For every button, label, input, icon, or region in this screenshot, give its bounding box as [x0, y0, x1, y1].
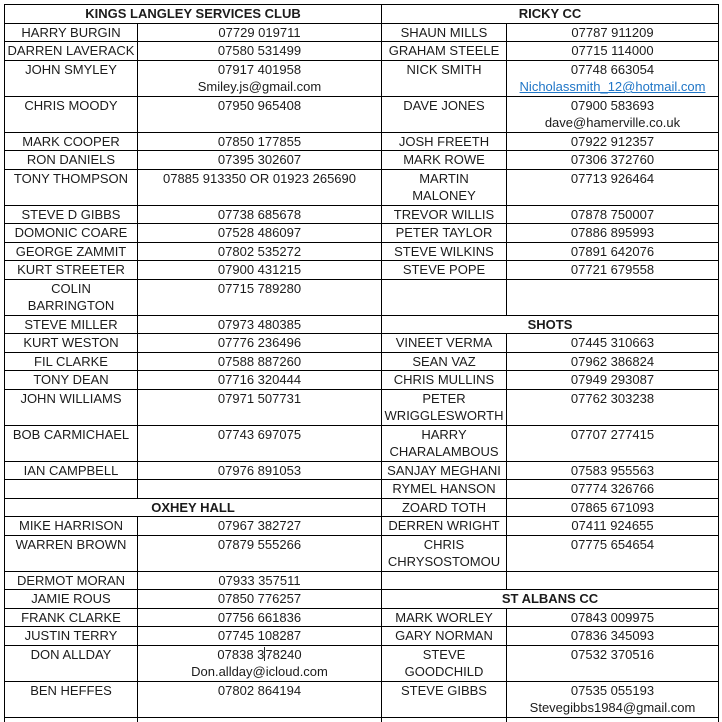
table-row: [5, 608, 719, 627]
phone-cell[interactable]: [507, 352, 719, 371]
table-row: [5, 96, 719, 132]
phone-number: 07715 114000: [571, 43, 654, 58]
table-row: [5, 590, 719, 609]
phone-number: 07962 386824: [570, 353, 655, 369]
phone-cell[interactable]: [138, 627, 382, 646]
member-name: GRAHAM STEELE: [388, 43, 500, 58]
table-row: [5, 717, 719, 722]
empty-cell[interactable]: [5, 480, 138, 499]
phone-number: 07879 555266: [217, 536, 302, 552]
empty-cell[interactable]: [382, 571, 507, 590]
phone-number: 07917 401958: [217, 61, 302, 77]
member-name-cell[interactable]: [5, 425, 138, 461]
member-name-cell[interactable]: [5, 681, 138, 717]
member-name: MARTIN: [419, 170, 469, 186]
member-name: COLIN: [51, 280, 91, 296]
table-row: [5, 224, 719, 243]
phone-number: 07971 507731: [217, 390, 302, 406]
phone-cell[interactable]: [507, 96, 719, 132]
phone-number: 07583 955563: [570, 462, 655, 478]
member-name: IAN CAMPBELL: [23, 462, 119, 478]
member-name-cell[interactable]: [5, 571, 138, 590]
member-name-cell[interactable]: [5, 389, 138, 425]
phone-cell[interactable]: [138, 681, 382, 717]
phone-number: [138, 646, 381, 664]
member-name: WARREN BROWN: [15, 536, 127, 552]
member-name: JOSH FREETH: [398, 133, 490, 149]
contacts-table: [4, 4, 719, 722]
table-row: [5, 627, 719, 646]
phone-number: 07891 642076: [570, 243, 655, 259]
member-name: GARY NORMAN: [395, 628, 493, 643]
table-row: [5, 60, 719, 96]
member-name: BEN HEFFES: [30, 682, 112, 698]
member-name: SEAN VAZ: [412, 353, 476, 369]
phone-number: 07411 924655: [571, 518, 654, 533]
phone-cell[interactable]: [507, 151, 719, 170]
club-header-cell[interactable]: [5, 5, 382, 24]
member-name-cell[interactable]: [5, 334, 138, 353]
member-name-cell[interactable]: [382, 23, 507, 42]
member-name-cell[interactable]: [382, 96, 507, 132]
member-name: KURT WESTON: [23, 335, 119, 350]
table-row: [5, 371, 719, 390]
table-row: [5, 535, 719, 571]
phone-cell[interactable]: [138, 371, 382, 390]
phone-cell[interactable]: [138, 42, 382, 61]
member-name: RON DANIELS: [26, 152, 116, 167]
email: Don.allday@icloud.com: [191, 664, 328, 679]
phone-cell[interactable]: [507, 681, 719, 717]
member-name-cell[interactable]: [5, 352, 138, 371]
empty-cell[interactable]: [5, 717, 138, 722]
phone-cell[interactable]: [138, 517, 382, 536]
member-name: TONY THOMPSON: [13, 170, 129, 186]
phone-number: 07535 055193: [570, 682, 655, 698]
table-row: [5, 645, 719, 681]
club-header-cell[interactable]: [382, 315, 719, 334]
phone-number: 07729 019711: [218, 24, 301, 40]
phone-number: 07885 913350 OR 01923 265690: [162, 170, 356, 186]
member-name-cell[interactable]: [382, 681, 507, 717]
phone-cell[interactable]: [138, 224, 382, 243]
phone-cell[interactable]: [507, 371, 719, 390]
club-name: ST ALBANS CC: [501, 591, 599, 606]
phone-cell[interactable]: [507, 261, 719, 280]
phone-cell[interactable]: [507, 461, 719, 480]
phone-cell[interactable]: [507, 42, 719, 61]
member-name: FIL CLARKE: [34, 353, 108, 369]
phone-cell[interactable]: [507, 517, 719, 536]
empty-cell[interactable]: [138, 480, 382, 499]
member-name: STEVE GIBBS: [401, 682, 487, 698]
club-name: SHOTS: [527, 316, 573, 332]
phone-number: 07933 357511: [218, 572, 301, 588]
phone-number: 07743 697075: [217, 426, 302, 442]
member-name-cell[interactable]: [5, 42, 138, 61]
member-name-cell[interactable]: [382, 261, 507, 280]
member-name-cell[interactable]: [382, 352, 507, 371]
table-row: [5, 23, 719, 42]
member-name-cell[interactable]: [5, 608, 138, 627]
member-name: GOODCHILD: [404, 664, 484, 679]
table-row: [5, 151, 719, 170]
member-name: CHRIS: [423, 536, 465, 552]
phone-number: 07836 345093: [570, 628, 655, 643]
member-name-cell[interactable]: [382, 517, 507, 536]
phone-cell[interactable]: [138, 205, 382, 224]
phone-number: 07707 277415: [570, 426, 655, 442]
member-name: PETER TAYLOR: [395, 225, 493, 240]
member-name-cell[interactable]: [5, 23, 138, 42]
member-name: DAVE JONES: [403, 97, 485, 113]
member-name: HARRY: [421, 426, 467, 442]
member-name-cell[interactable]: [382, 480, 507, 499]
phone-number: 07900 583693: [570, 97, 655, 113]
phone-cell[interactable]: [138, 96, 382, 132]
empty-cell[interactable]: [507, 279, 719, 315]
table-row: [5, 334, 719, 353]
member-name-cell[interactable]: [382, 334, 507, 353]
phone-cell[interactable]: [507, 205, 719, 224]
club-name: KINGS LANGLEY SERVICES CLUB: [85, 6, 301, 21]
club-header-cell[interactable]: [5, 498, 382, 517]
member-name-cell[interactable]: [5, 96, 138, 132]
member-name-cell[interactable]: [382, 608, 507, 627]
member-name: TONY DEAN: [33, 372, 109, 387]
phone-cell[interactable]: [138, 132, 382, 151]
member-name-cell[interactable]: [382, 169, 507, 205]
member-name: BOB CARMICHAEL: [12, 426, 130, 442]
member-name-cell[interactable]: [5, 132, 138, 151]
phone-cell[interactable]: [138, 242, 382, 261]
member-name-cell[interactable]: [382, 60, 507, 96]
empty-cell[interactable]: [138, 717, 382, 722]
phone-number: 07922 912357: [570, 133, 655, 149]
member-name: CHRIS MOODY: [24, 97, 118, 113]
member-name-cell[interactable]: [382, 205, 507, 224]
table-row: [5, 261, 719, 280]
phone-number: 07865 671093: [570, 499, 655, 515]
email: dave@hamerville.co.uk: [544, 115, 681, 130]
table-row: [5, 517, 719, 536]
member-name-cell[interactable]: [382, 242, 507, 261]
phone-cell[interactable]: [138, 169, 382, 205]
member-name: SANJAY MEGHANI: [387, 462, 501, 478]
club-name: OXHEY HALL: [151, 499, 235, 515]
table-row: [5, 480, 719, 499]
contacts-table-body: [5, 5, 719, 722]
member-name: CHARALAMBOUS: [389, 444, 499, 459]
member-name: BARRINGTON: [27, 298, 115, 313]
phone-number-segment: 07838 3: [217, 646, 265, 662]
phone-cell[interactable]: [138, 60, 382, 96]
member-name-cell[interactable]: [5, 151, 138, 170]
phone-cell[interactable]: [138, 23, 382, 42]
empty-cell[interactable]: [382, 717, 507, 722]
table-row: [5, 389, 719, 425]
member-name-cell[interactable]: [382, 42, 507, 61]
member-name: VINEET VERMA: [395, 335, 493, 350]
phone-number: 07900 431215: [217, 262, 302, 277]
member-name-cell[interactable]: [5, 205, 138, 224]
phone-cell[interactable]: [138, 261, 382, 280]
club-header-cell[interactable]: [382, 590, 719, 609]
phone-number: 07756 661836: [217, 609, 302, 625]
phone-cell[interactable]: [507, 334, 719, 353]
member-name-cell[interactable]: [5, 461, 138, 480]
phone-cell[interactable]: [507, 535, 719, 571]
club-name: RICKY CC: [518, 6, 582, 21]
phone-number: 07762 303238: [570, 390, 655, 406]
phone-number: 07713 926464: [570, 170, 655, 186]
member-name: MIKE HARRISON: [18, 518, 123, 533]
member-name: DOMONIC COARE: [14, 225, 128, 240]
phone-number: 07580 531499: [217, 43, 302, 58]
member-name-cell[interactable]: [382, 645, 507, 681]
table-row: [5, 315, 719, 334]
member-name: STEVE WILKINS: [394, 243, 494, 259]
member-name: MARK ROWE: [403, 152, 485, 167]
phone-cell[interactable]: [138, 279, 382, 315]
member-name: STEVE MILLER: [24, 316, 118, 332]
phone-number: 07748 663054: [570, 61, 655, 77]
email: Smiley.js@gmail.com: [197, 79, 322, 94]
phone-cell[interactable]: [138, 352, 382, 371]
phone-cell[interactable]: [507, 425, 719, 461]
phone-number: 07445 310663: [570, 335, 655, 350]
phone-number: 07745 108287: [217, 628, 302, 643]
phone-cell[interactable]: [507, 389, 719, 425]
phone-number: 07850 776257: [217, 591, 302, 606]
member-name: STEVE POPE: [402, 262, 486, 277]
member-name: RYMEL HANSON: [392, 481, 496, 496]
table-row: [5, 5, 719, 24]
member-name-cell[interactable]: [382, 498, 507, 517]
phone-cell[interactable]: [507, 645, 719, 681]
phone-cell[interactable]: [138, 425, 382, 461]
phone-number: 07950 965408: [217, 97, 302, 113]
phone-cell[interactable]: [507, 627, 719, 646]
phone-number: 07776 236496: [217, 335, 302, 350]
phone-cell[interactable]: [138, 461, 382, 480]
phone-number: 07774 326766: [570, 481, 655, 496]
member-name: DARREN LAVERACK: [7, 43, 135, 58]
table-row: [5, 279, 719, 315]
member-name-cell[interactable]: [5, 279, 138, 315]
empty-cell[interactable]: [382, 279, 507, 315]
member-name: TREVOR WILLIS: [393, 206, 495, 222]
phone-number: 07775 654654: [570, 536, 655, 552]
phone-cell[interactable]: [507, 608, 719, 627]
table-row: [5, 425, 719, 461]
member-name-cell[interactable]: [5, 590, 138, 609]
phone-cell[interactable]: [138, 535, 382, 571]
member-name: DERREN WRIGHT: [388, 518, 500, 533]
member-name: DON ALLDAY: [30, 646, 112, 662]
table-row: [5, 169, 719, 205]
member-name-cell[interactable]: [382, 224, 507, 243]
member-name-cell[interactable]: [382, 389, 507, 425]
member-name: SHAUN MILLS: [400, 24, 488, 40]
club-header-cell[interactable]: [382, 5, 719, 24]
phone-cell[interactable]: [507, 224, 719, 243]
phone-number: 07843 009975: [570, 609, 655, 625]
table-row: [5, 498, 719, 517]
phone-number: 07528 486097: [217, 225, 302, 240]
member-name-cell[interactable]: [5, 645, 138, 681]
member-name-cell[interactable]: [382, 461, 507, 480]
phone-number: 07976 891053: [217, 462, 302, 478]
phone-number: 07716 320444: [217, 372, 302, 387]
member-name: GEORGE ZAMMIT: [15, 243, 127, 259]
phone-number: 07588 887260: [217, 353, 302, 369]
member-name: ZOARD TOTH: [401, 499, 487, 515]
empty-cell[interactable]: [507, 717, 719, 722]
member-name: PETER: [422, 390, 466, 406]
table-row: [5, 205, 719, 224]
phone-cell[interactable]: [507, 132, 719, 151]
member-name-cell[interactable]: [5, 224, 138, 243]
member-name: JOHN WILLIAMS: [20, 390, 122, 406]
table-row: [5, 132, 719, 151]
member-name-cell[interactable]: [5, 261, 138, 280]
phone-number: 07949 293087: [570, 372, 655, 387]
phone-number: 07532 370516: [570, 646, 655, 662]
member-name-cell[interactable]: [5, 60, 138, 96]
phone-cell[interactable]: [138, 645, 382, 681]
member-name: NICK SMITH: [406, 61, 482, 77]
member-name-cell[interactable]: [382, 371, 507, 390]
member-name-cell[interactable]: [5, 517, 138, 536]
empty-cell[interactable]: [507, 571, 719, 590]
phone-number: 07878 750007: [570, 206, 655, 222]
phone-number: 07850 177855: [217, 133, 302, 149]
member-name: CHRYSOSTOMOU: [387, 554, 501, 569]
phone-cell[interactable]: [138, 608, 382, 627]
phone-number: 07738 685678: [217, 206, 302, 222]
table-row: [5, 242, 719, 261]
phone-cell[interactable]: [507, 480, 719, 499]
member-name-cell[interactable]: [382, 151, 507, 170]
table-row: [5, 352, 719, 371]
member-name: KURT STREETER: [17, 262, 125, 277]
phone-cell[interactable]: [507, 23, 719, 42]
member-name: CHRIS MULLINS: [393, 372, 495, 387]
phone-cell[interactable]: [507, 498, 719, 517]
member-name: JAMIE ROUS: [31, 591, 111, 606]
phone-cell[interactable]: [138, 389, 382, 425]
phone-number: 07306 372760: [570, 152, 655, 167]
member-name-cell[interactable]: [5, 371, 138, 390]
table-row: [5, 42, 719, 61]
phone-cell[interactable]: [507, 242, 719, 261]
phone-cell[interactable]: [138, 334, 382, 353]
member-name-cell[interactable]: [382, 425, 507, 461]
phone-cell[interactable]: [507, 60, 719, 96]
member-name: JUSTIN TERRY: [24, 628, 118, 643]
member-name: MARK COOPER: [22, 133, 120, 149]
phone-number: 07973 480385: [217, 316, 302, 332]
member-name-cell[interactable]: [5, 242, 138, 261]
member-name-cell[interactable]: [382, 627, 507, 646]
member-name-cell[interactable]: [5, 169, 138, 205]
phone-number: 07802 864194: [217, 682, 302, 698]
table-row: [5, 461, 719, 480]
phone-number: 07721 679558: [570, 262, 655, 277]
phone-cell[interactable]: [138, 315, 382, 334]
phone-number: 07967 382727: [217, 518, 302, 533]
phone-cell[interactable]: [138, 151, 382, 170]
phone-number: 07715 789280: [217, 280, 302, 296]
phone-number: 07886 895993: [570, 225, 655, 240]
member-name-cell[interactable]: [5, 535, 138, 571]
member-name-cell[interactable]: [5, 315, 138, 334]
member-name: MALONEY: [412, 188, 476, 203]
email: Stevegibbs1984@gmail.com: [529, 700, 696, 715]
phone-number: 07787 911209: [571, 24, 654, 40]
phone-number: 07802 535272: [217, 243, 302, 259]
member-name-cell[interactable]: [382, 132, 507, 151]
phone-cell[interactable]: [138, 571, 382, 590]
member-name: FRANK CLARKE: [21, 609, 121, 625]
member-name: STEVE D GIBBS: [21, 206, 121, 222]
member-name: HARRY BURGIN: [21, 24, 121, 40]
member-name: MARK WORLEY: [395, 609, 493, 625]
email-link[interactable]: Nicholassmith_12@hotmail.com: [519, 79, 706, 94]
phone-number-segment: 78240: [265, 646, 302, 662]
member-name: JOHN SMYLEY: [25, 61, 117, 77]
table-row: [5, 681, 719, 717]
member-name: DERMOT MORAN: [16, 572, 126, 588]
member-name: STEVE: [422, 646, 466, 662]
phone-cell[interactable]: [138, 590, 382, 609]
table-row: [5, 571, 719, 590]
member-name: WRIGGLESWORTH: [384, 408, 504, 423]
member-name-cell[interactable]: [382, 535, 507, 571]
phone-cell[interactable]: [507, 169, 719, 205]
phone-number: 07395 302607: [217, 152, 302, 167]
member-name-cell[interactable]: [5, 627, 138, 646]
